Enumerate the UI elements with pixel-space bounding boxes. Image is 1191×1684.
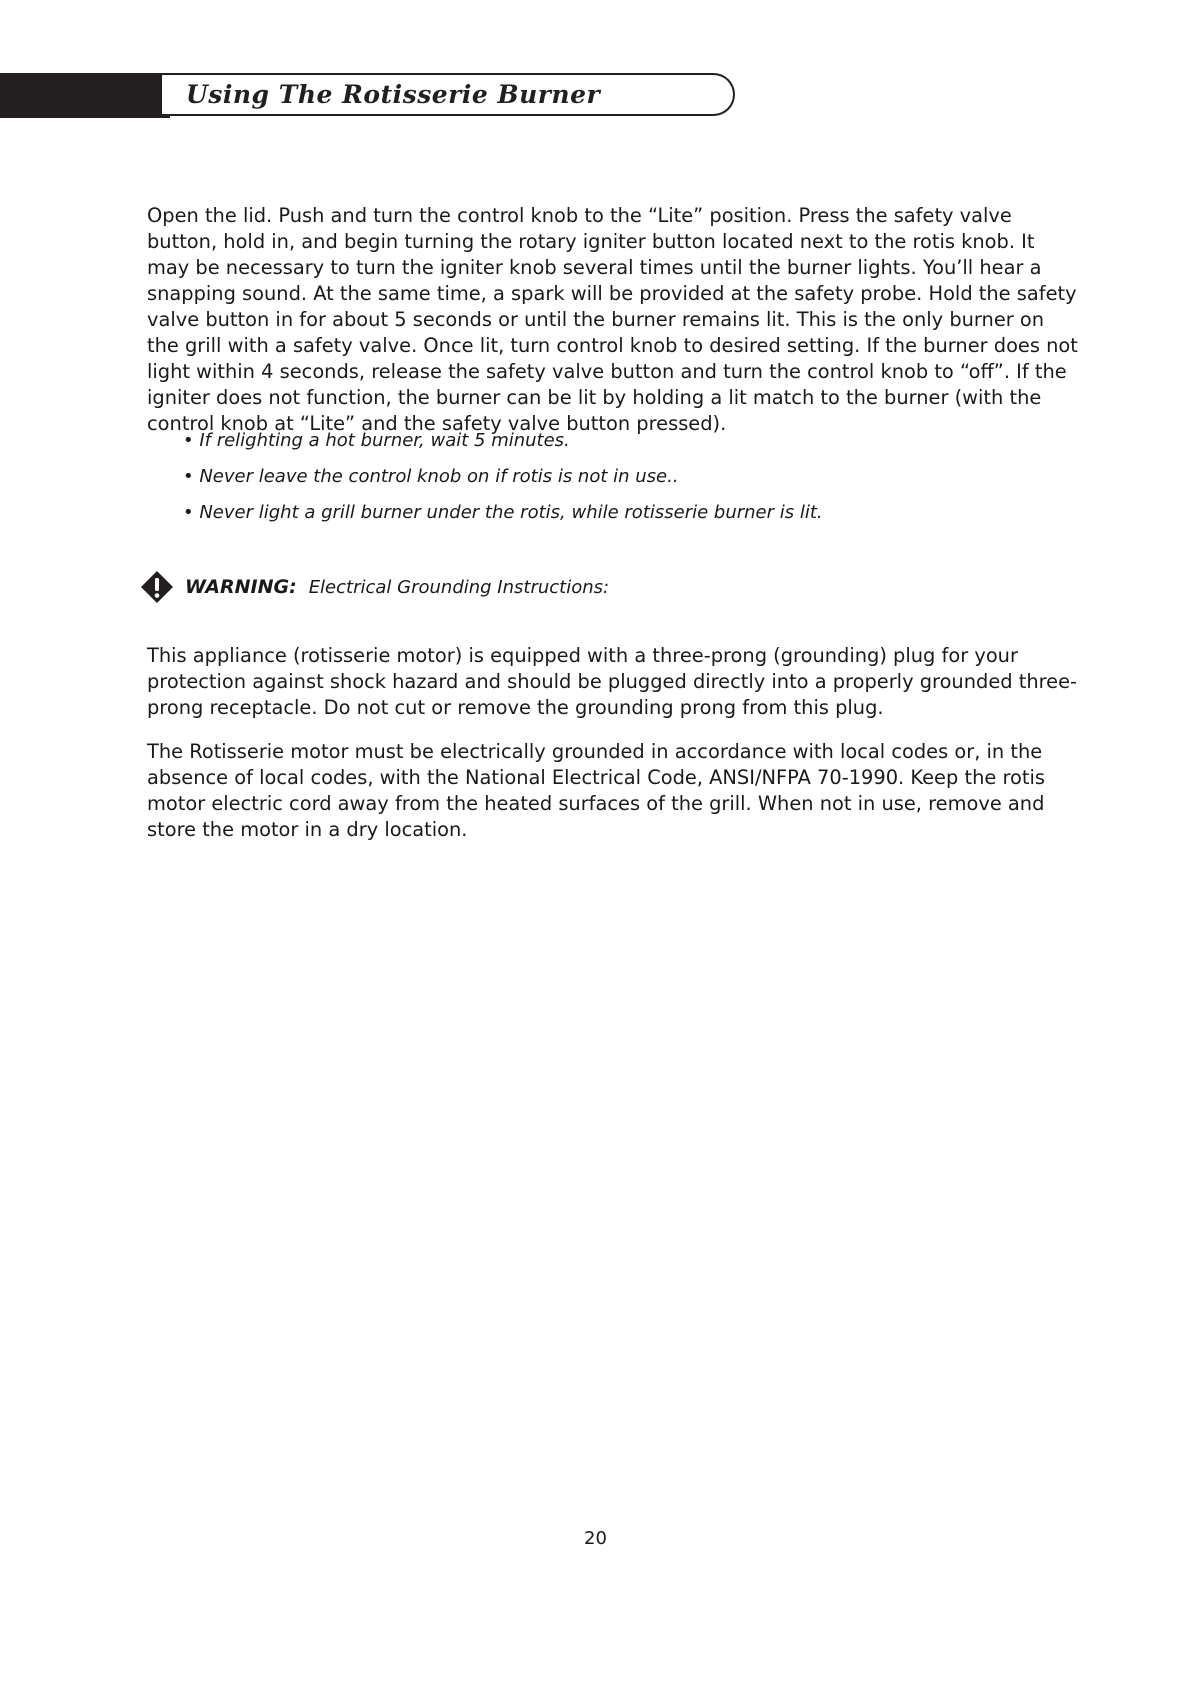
grounding-code-paragraph: The Rotisserie motor must be electrically grounded in accordance with local codes or, in the absence of local codes, with the National Electrical Code, ANSI/NFPA 70-1990. Keep the rotis motor electric cord away from the heated surfaces of the grill. When not in use, remove and store the motor in a dry location.	[147, 740, 1045, 841]
list-item: • If relighting a hot burner, wait 5 minutes.	[183, 430, 570, 451]
page-title: Using The Rotisserie Burner	[186, 80, 601, 109]
list-item: • Never leave the control knob on if rotis is not in use..	[183, 466, 679, 487]
warning-label: WARNING:	[185, 576, 297, 598]
header-bar	[0, 73, 170, 118]
grounding-paragraph: This appliance (rotisserie motor) is equipped with a three-prong (grounding) plug for your protection against shock hazard and should be plugged directly into a properly grounded three-prong receptacle. Do not cut or remove the grounding prong from this plug.	[147, 644, 1078, 719]
warning-text: Electrical Grounding Instructions:	[308, 576, 610, 598]
instructions-paragraph: Open the lid. Push and turn the control knob to the “Lite” position. Press the safety valve button, hold in, and begin turning the rotary igniter button located next to the rotis knob. It may be necessary to turn the igniter knob several times until the burner lights. You’ll hear a snapping sound. At the same time, a spark will be provided at the safety probe. Hold the safety valve button in for about 5 seconds or until the burner remains lit. This is the only burner on the grill with a safety valve. Once lit, turn control knob to desired setting. If the burner does not light within 4 seconds, release the safety valve button and turn the control knob to “off”. If the igniter does not function, the burner can be lit by holding a lit match to the burner (with the control knob at “Lite” and the safety valve button pressed).	[147, 204, 1078, 435]
warning-heading	[140, 570, 609, 604]
list-item: • Never light a grill burner under the rotis, while rotisserie burner is lit.	[183, 502, 823, 523]
safety-bullet-list	[183, 428, 823, 536]
warning-icon	[140, 570, 174, 604]
page-number: 20	[584, 1528, 607, 1549]
